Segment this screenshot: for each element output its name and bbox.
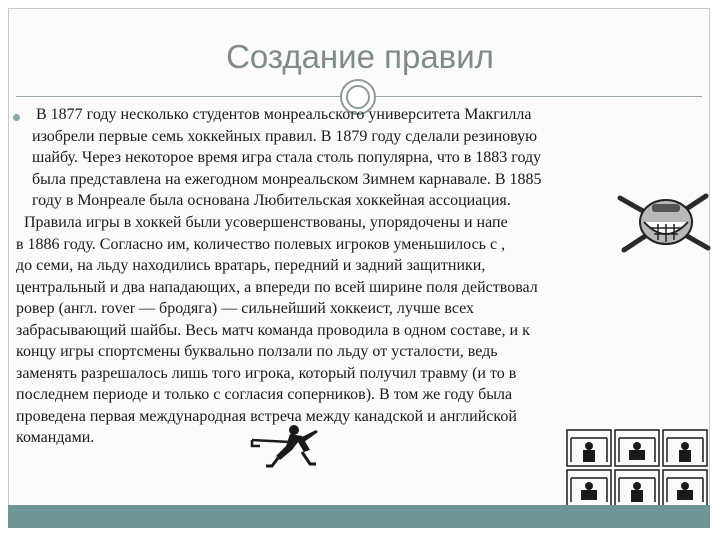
bullet-point [13,114,20,121]
paragraph-1-line: была представлена на ежегодном монреальском Зимнем карнавале. В 1885 [32,170,542,188]
paragraph-2-line: командами. [16,429,95,446]
paragraph-2-line: до семи, на льду находились вратарь, передний и задний защитники, [16,257,486,274]
paragraph-2-line: забрасывающий шайбы. Весь матч команда проводила в одном составе, и к [16,321,530,339]
paragraph-2-line: проведена первая международная встреча между канадской и английской [16,407,517,425]
footer-bar [8,505,710,528]
hockey-goalies-icon [565,428,715,508]
hockey-helmet-icon [616,188,712,256]
paragraph-1-line: году в Монреале была основана Любительская хоккейная ассоциация. [32,192,511,209]
paragraph-2-line: в 1886 году. Согласно им, количество полевых игроков уменьшилось с , [16,235,506,253]
paragraph-1-line: шайбу. Через некоторое время игра стала столь популярна, что в 1883 году [32,149,542,166]
paragraph-1 [32,104,542,212]
paragraph-1-line: изобрели первые семь хоккейных правил. В 1879 году сделали резиновую [32,127,538,145]
paragraph-2-line: центральный и два нападающих, а впереди по всей ширине поля действовал [16,278,538,296]
hockey-player-icon [250,420,330,468]
paragraph-1-line: В 1877 году несколько студентов монреальского университета Макгилла [36,106,532,123]
paragraph-2-line: концу игры спортсмены буквально ползали по льду от усталости, ведь [16,343,498,360]
paragraph-2-line: Правила игры в хоккей были усовершенствованы, упорядочены и напе [24,214,508,231]
paragraph-2-line: заменять разрешалось лишь того игрока, который получил травму (и то в [16,364,517,382]
slide-title: Создание правил [226,38,494,75]
paragraph-2 [16,212,538,449]
paragraph-2-line: последнем периоде и только с согласия соперников). В том же году была [16,386,513,403]
paragraph-2-line: ровер (англ. rover — бродяга) — сильнейший хоккеист, лучше всех [16,300,475,317]
